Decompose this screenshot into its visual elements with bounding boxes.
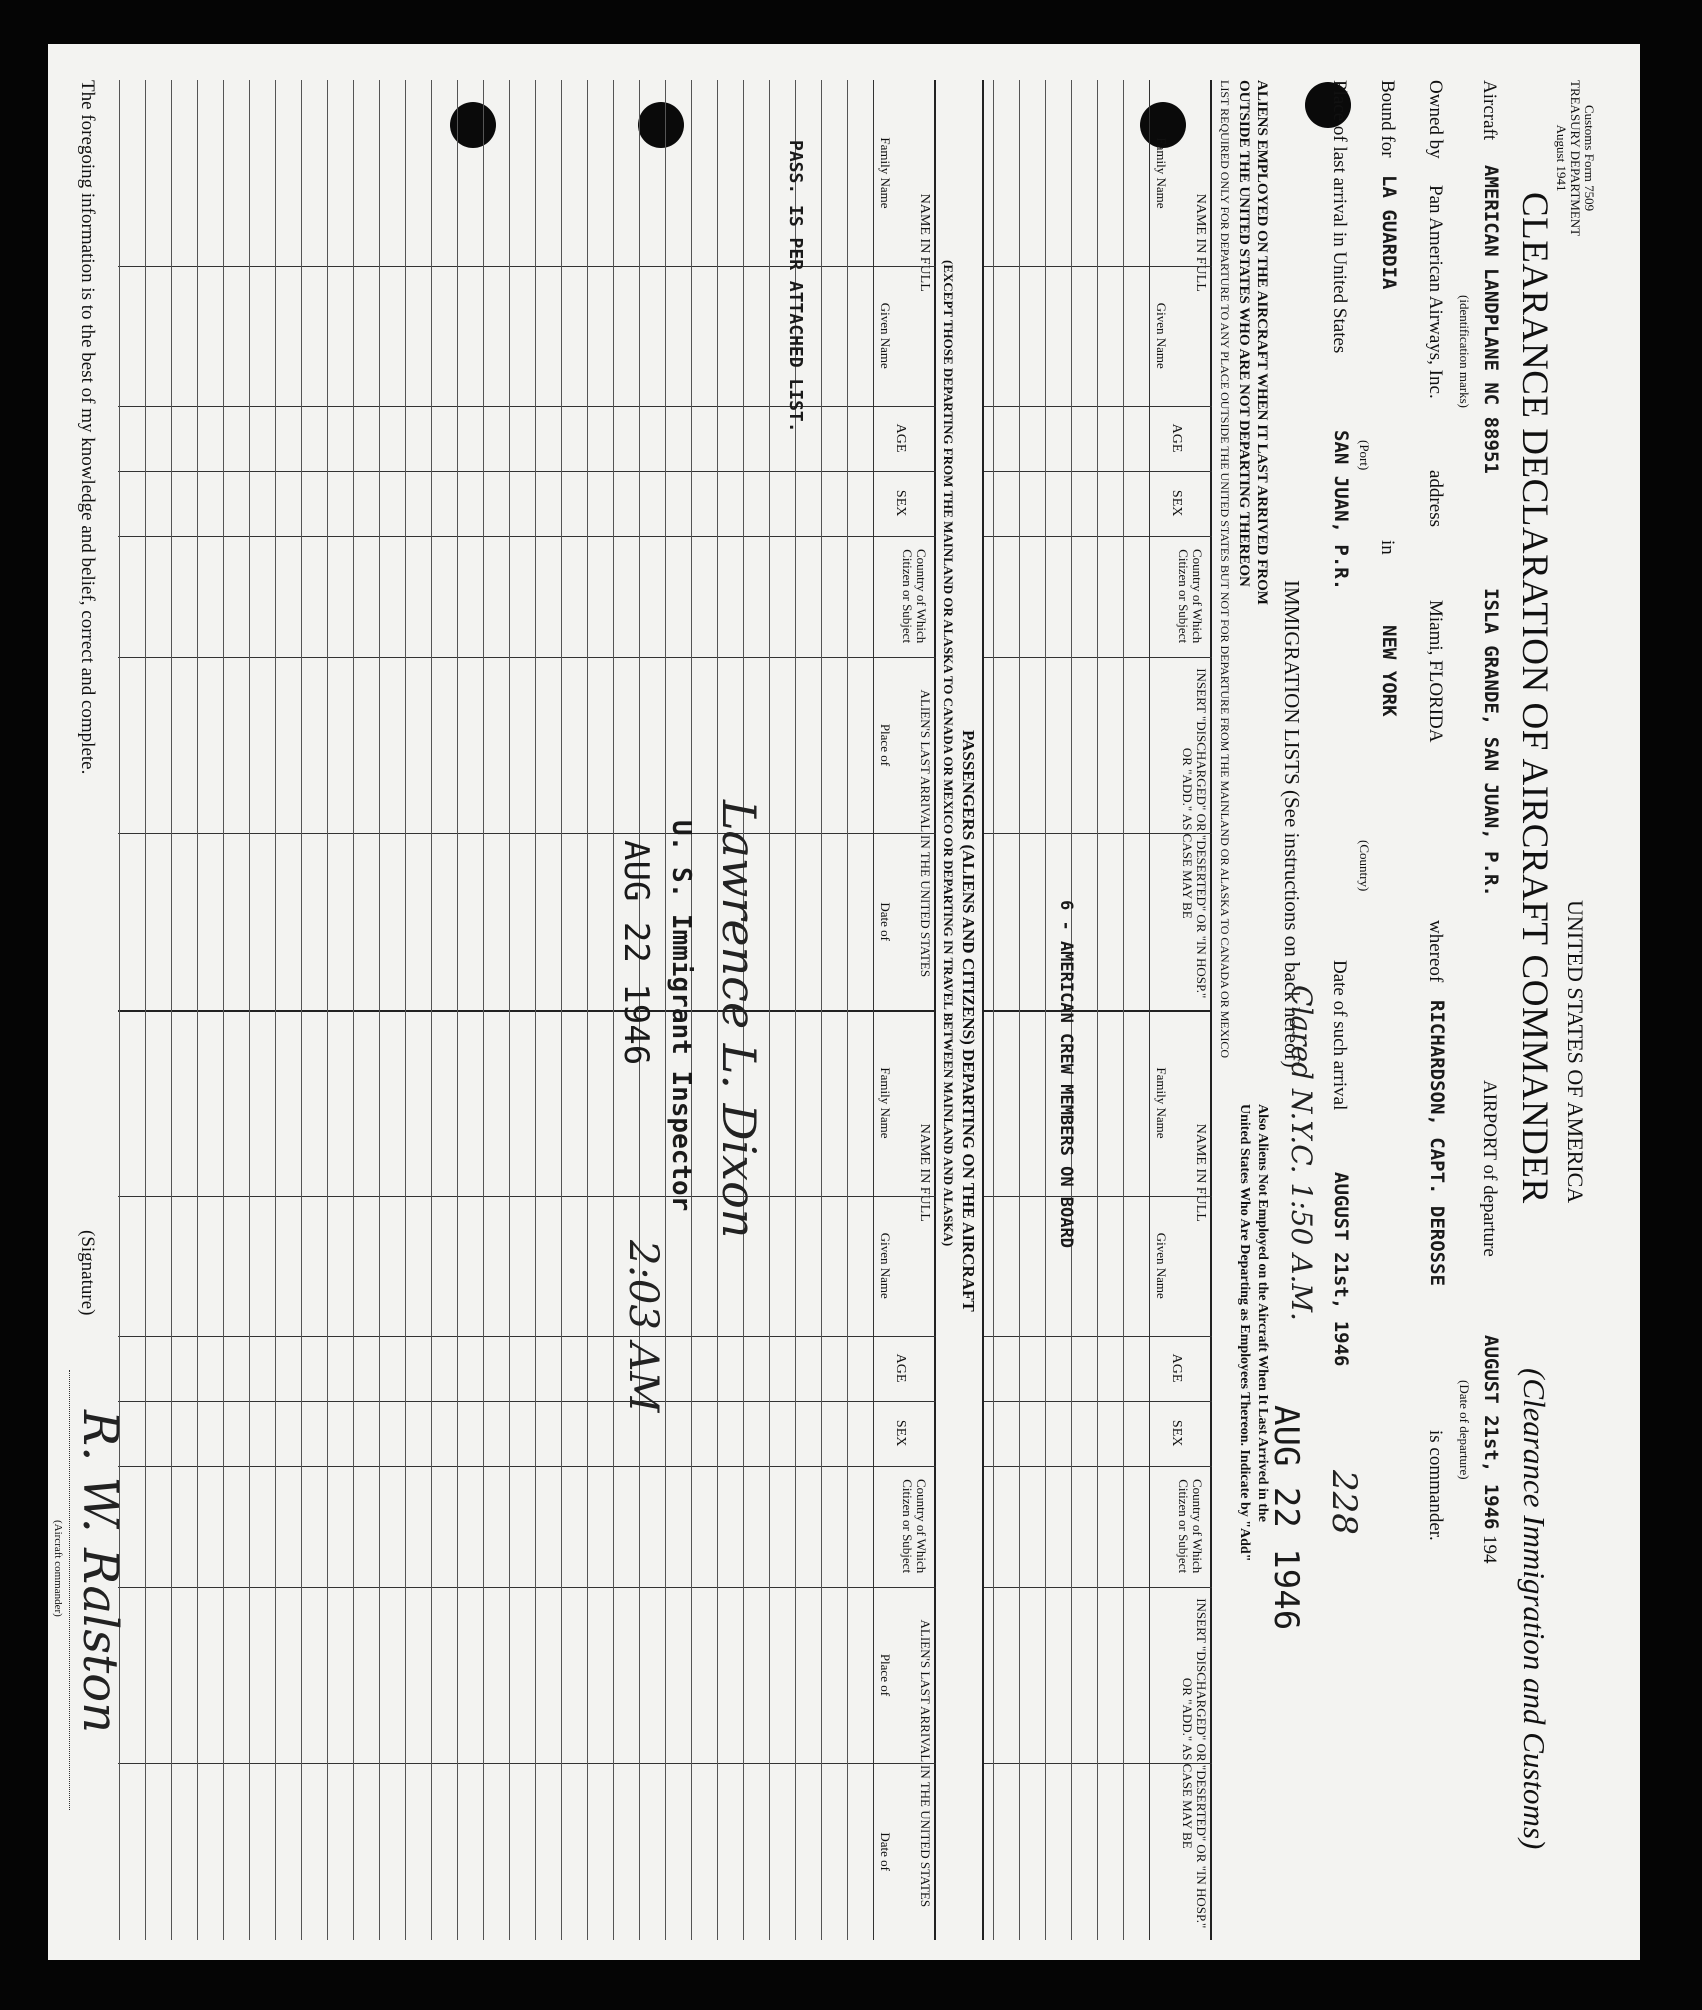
row-rule (483, 80, 484, 1010)
row-rule (301, 1010, 302, 1940)
header-sex: SEX (893, 1419, 908, 1447)
owner-value: Pan American Airways, Inc. (1425, 185, 1446, 399)
departure-caption: (Date of departure) (1457, 1380, 1472, 1480)
header-country-citizen: Country of Which Citizen or Subject (900, 548, 929, 644)
row-rule (145, 1010, 146, 1940)
row-rule (405, 1010, 406, 1940)
header-name-in-full: NAME IN FULL (1193, 1123, 1208, 1222)
port-value: LA GUARDIA (1378, 175, 1400, 290)
signature-label: (Signature) (77, 1230, 98, 1316)
row-rule (223, 80, 224, 1010)
row-rule (457, 1010, 458, 1940)
declaration-text: The foregoing information is to the best of my knowledge and belief, correct and complete. (77, 80, 98, 775)
header-date-of: Date of (878, 902, 893, 941)
row-rule (535, 1010, 536, 1940)
country-value: NEW YORK (1378, 625, 1400, 717)
port-caption: (Port) (1357, 440, 1372, 471)
header-rule (873, 80, 874, 1010)
row-rule (483, 1010, 484, 1940)
header-family-name: Family Name (878, 1067, 893, 1139)
row-rule (327, 1010, 328, 1940)
list-required-note: LIST REQUIRED ONLY FOR DEPARTURE TO ANY PLACE OUTSIDE THE UNITED STATES BUT NOT FOR DEPARTURE FROM THE MAINLAND OR ALASKA TO CANADA OR MEXICO (1218, 80, 1232, 1059)
row-rule (223, 1010, 224, 1940)
form-number-block (1554, 80, 1596, 236)
header-last-arrival: ALIEN'S LAST ARRIVAL IN THE UNITED STATES (918, 1619, 933, 1908)
commander-value: RICHARDSON, CAPT. DEROSSE (1426, 1000, 1448, 1286)
form-department: TREASURY DEPARTMENT (1568, 80, 1583, 237)
row-rule (821, 1010, 822, 1940)
row-rule (1045, 80, 1046, 1010)
arrival-handwritten-note: Clared N.Y.C. 1:50 A.M. (1285, 985, 1318, 1321)
header-insert-status: INSERT "DISCHARGED" OR "DESERTED" OR "IN HOSP." OR "ADD." AS CASE MAY BE (1180, 668, 1209, 999)
column-rule (118, 1196, 936, 1197)
header-country-citizen: Country of Which Citizen or Subject (1176, 548, 1205, 644)
section-divider (118, 1010, 936, 1012)
arrival-date-stamp: AUG 22 1946 (1266, 1405, 1306, 1631)
column-rule (118, 1401, 936, 1402)
column-rule (118, 266, 936, 267)
in-label: in (1377, 540, 1398, 555)
row-rule (379, 80, 380, 1010)
row-rule (1097, 1010, 1098, 1940)
passengers-heading: PASSENGERS (ALIENS AND CITIZENS) DEPARTING ON THE AIRCRAFT (959, 730, 978, 1312)
column-rule (118, 471, 936, 472)
bound-label: Bound for (1377, 80, 1398, 158)
form-title: CLEARANCE DECLARATION OF AIRCRAFT COMMANDER (1514, 192, 1555, 1204)
row-rule (1019, 80, 1020, 1010)
row-rule (353, 1010, 354, 1940)
row-rule (119, 80, 120, 1010)
inspector-title: U. S. Immigrant Inspector (666, 820, 696, 1212)
row-rule (249, 80, 250, 1010)
column-rule (118, 536, 936, 537)
header-date-of: Date of (878, 1832, 893, 1871)
airport-value: ISLA GRANDE, SAN JUAN, P.R. (1480, 588, 1502, 897)
header-age: AGE (1169, 1353, 1184, 1383)
address-value: Miami, FLORIDA (1425, 600, 1446, 743)
header-sex: SEX (1169, 1419, 1184, 1447)
header-given-name: Given Name (878, 302, 893, 369)
row-rule (769, 1010, 770, 1940)
last-arrival-place: SAN JUAN, P.R. (1330, 430, 1352, 591)
aircraft-id-caption: (identification marks) (1457, 295, 1472, 408)
row-rule (275, 80, 276, 1010)
commander-signature: R. W. Ralston (72, 1410, 128, 1734)
arrival-date-label: Date of such arrival (1329, 960, 1350, 1111)
address-label: address (1425, 470, 1446, 527)
aliens-employed-heading-1: ALIENS EMPLOYED ON THE AIRCRAFT WHEN IT LAST ARRIVED FROM (1254, 80, 1270, 605)
row-rule (171, 80, 172, 1010)
row-rule (1123, 1010, 1124, 1940)
header-last-arrival: ALIEN'S LAST ARRIVAL IN THE UNITED STATES (918, 689, 933, 978)
row-rule (769, 80, 770, 1010)
header-age: AGE (1169, 423, 1184, 453)
attached-list-note: PASS. IS PER ATTACHED LIST. (785, 140, 806, 433)
row-rule (145, 80, 146, 1010)
row-rule (613, 1010, 614, 1940)
row-rule (431, 1010, 432, 1940)
row-rule (405, 80, 406, 1010)
row-rule (457, 80, 458, 1010)
row-rule (795, 1010, 796, 1940)
column-rule (118, 1466, 936, 1467)
row-rule (847, 1010, 848, 1940)
header-insert-status: INSERT "DISCHARGED" OR "DESERTED" OR "IN HOSP." OR "ADD." AS CASE MAY BE (1180, 1598, 1209, 1929)
row-rule (535, 80, 536, 1010)
header-age: AGE (893, 423, 908, 453)
airport-label: AIRPORT of departure (1479, 1080, 1500, 1257)
row-rule (327, 80, 328, 1010)
owner-label: Owned by (1425, 80, 1446, 159)
row-rule (993, 80, 994, 1010)
arrival-date-value: AUGUST 21st, 1946 (1330, 1172, 1352, 1367)
row-rule (275, 1010, 276, 1940)
row-rule (197, 1010, 198, 1940)
column-rule (118, 406, 936, 407)
immigration-heading: IMMIGRATION LISTS (See instructions on back hereof) (1280, 580, 1304, 1068)
row-rule (561, 1010, 562, 1940)
country-header: UNITED STATES OF AMERICA (1563, 900, 1588, 1204)
row-rule (1045, 1010, 1046, 1940)
inspector-date-stamp: AUG 22 1946 (616, 840, 656, 1066)
aliens-employed-heading-2: OUTSIDE THE UNITED STATES WHO ARE NOT DEPARTING THEREON (1236, 80, 1252, 587)
column-rule (118, 1763, 936, 1764)
form-subtitle: (Clearance Immigration and Customs) (1517, 1368, 1552, 1850)
country-caption: (Country) (1357, 840, 1372, 892)
header-country-citizen: Country of Which Citizen or Subject (900, 1478, 929, 1574)
header-family-name: Family Name (1154, 1067, 1169, 1139)
row-rule (431, 80, 432, 1010)
row-rule (249, 1010, 250, 1940)
header-place-of: Place of (878, 1653, 893, 1697)
header-given-name: Given Name (1154, 1232, 1169, 1299)
row-rule (379, 1010, 380, 1940)
row-rule (1123, 80, 1124, 1010)
row-rule (613, 80, 614, 1010)
passengers-top-border (982, 80, 984, 1940)
header-family-name: Family Name (1154, 137, 1169, 209)
inspector-signature: Lawrence L. Dixon (712, 800, 766, 1239)
header-rule (873, 1010, 874, 1940)
header-given-name: Given Name (878, 1232, 893, 1299)
row-rule (587, 80, 588, 1010)
aircraft-value: AMERICAN LANDPLANE NC 88951 (1480, 165, 1502, 474)
row-rule (353, 80, 354, 1010)
row-rule (1097, 80, 1098, 1010)
header-name-in-full: NAME IN FULL (1193, 193, 1208, 292)
column-rule (118, 1587, 936, 1588)
departure-date-value: AUGUST 21st, 1946 (1480, 1335, 1502, 1530)
header-country-citizen: Country of Which Citizen or Subject (1176, 1478, 1205, 1574)
row-rule (993, 1010, 994, 1940)
header-given-name: Given Name (1154, 302, 1169, 369)
row-rule (509, 80, 510, 1010)
handwritten-number: 228 (1324, 1470, 1364, 1535)
header-name-in-full: NAME IN FULL (917, 1123, 932, 1222)
row-rule (587, 1010, 588, 1940)
passengers-subheading: (EXCEPT THOSE DEPARTING FROM THE MAINLAND OR ALASKA TO CANADA OR MEXICO OR DEPARTING IN TRAVEL BETWEEN MAINLAND AND ALASKA) (941, 260, 956, 1247)
inspector-time-note: 2:03 AM (620, 1240, 666, 1413)
signature-line (69, 1370, 70, 1810)
departure-suffix: 194 (1479, 1535, 1500, 1564)
form-date: August 1941 (1554, 124, 1569, 192)
last-arrival-label: Place of last arrival in United States (1329, 80, 1350, 354)
row-rule (509, 1010, 510, 1940)
column-rule (118, 657, 936, 658)
whereof-label: whereof (1425, 920, 1446, 983)
header-sex: SEX (1169, 489, 1184, 517)
header-rule (1149, 1010, 1150, 1940)
row-rule (197, 80, 198, 1010)
row-rule (1071, 80, 1072, 1010)
header-sex: SEX (893, 489, 908, 517)
aliens-not-employed-heading-2: United States Who Are Departing as Employees Thereon. Indicate by "Add" (1237, 1104, 1252, 1562)
aliens-not-employed-heading-1: Also Aliens Not Employed on the Aircraft When It Last Arrived in the (1255, 1104, 1270, 1522)
form-content (52, 80, 1597, 1940)
header-rule (1149, 80, 1150, 1010)
column-rule (118, 1336, 936, 1337)
row-rule (821, 80, 822, 1010)
row-rule (639, 1010, 640, 1940)
header-place-of: Place of (878, 723, 893, 767)
is-commander-label: is commander. (1425, 1430, 1446, 1541)
row-rule (847, 80, 848, 1010)
crew-members-note: 6 - AMERICAN CREW MEMBERS ON BOARD (1056, 900, 1076, 1248)
header-family-name: Family Name (878, 137, 893, 209)
aircraft-label: Aircraft (1479, 80, 1500, 141)
row-rule (1019, 1010, 1020, 1940)
column-rule (118, 833, 936, 834)
row-rule (171, 1010, 172, 1940)
header-name-in-full: NAME IN FULL (917, 193, 932, 292)
form-number: Customs Form 7509 (1582, 104, 1597, 212)
commander-caption: (Aircraft commander) (52, 1520, 64, 1617)
row-rule (561, 80, 562, 1010)
row-rule (301, 80, 302, 1010)
header-age: AGE (893, 1353, 908, 1383)
